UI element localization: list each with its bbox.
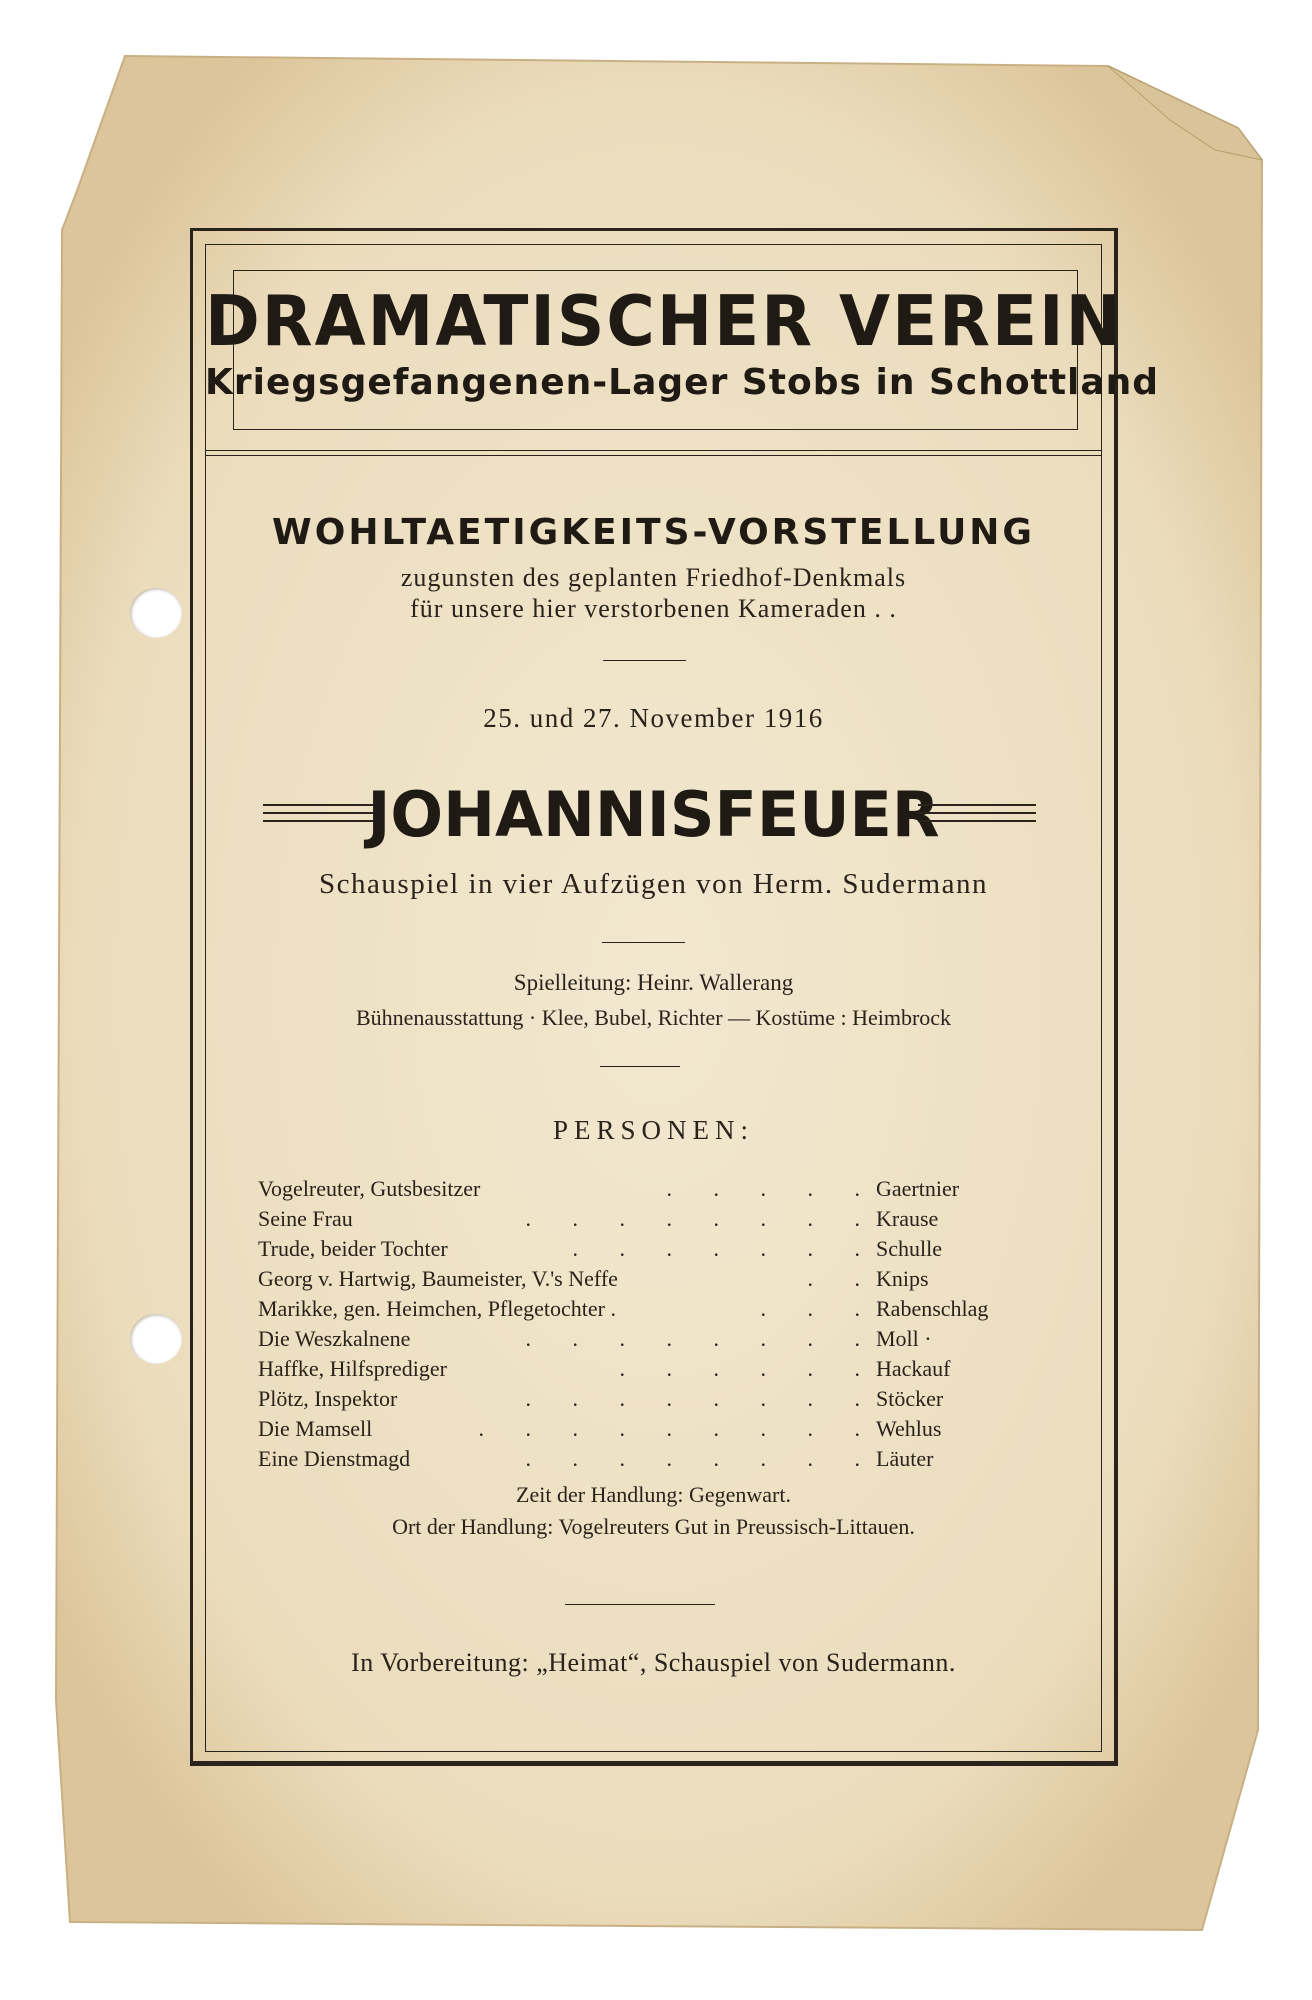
cast-actor: Krause — [876, 1206, 939, 1231]
cast-role: Marikke, gen. Heimchen, Pflegetochter . — [258, 1296, 616, 1321]
cast-row — [258, 1296, 1018, 1326]
cast-row — [258, 1266, 1018, 1296]
cast-row — [258, 1416, 1018, 1446]
cast-leader-dots: . . . . . . . — [572, 1236, 878, 1261]
cast-actor: Schulle — [876, 1236, 942, 1261]
cast-role: Trude, beider Tochter — [258, 1236, 448, 1261]
cast-leader-dots: . . . . . . . . . — [478, 1416, 878, 1441]
cast-actor: Gaertnier — [876, 1176, 960, 1201]
cast-leader-dots: . . . — [760, 1296, 878, 1321]
punch-hole-bottom — [130, 1314, 182, 1364]
cast-leader-dots: . . . . . . . . — [525, 1206, 878, 1231]
cast-role: Haffke, Hilfsprediger — [258, 1356, 447, 1381]
cast-actor: Hackauf — [876, 1356, 951, 1381]
event-title: WOHLTAETIGKEITS-VORSTELLUNG — [272, 512, 1035, 553]
cast-leader-dots: . . . . . . . . — [525, 1386, 878, 1411]
setting-place: Ort der Handlung: Vogelreuters Gut in Preussisch-Littauen. — [392, 1514, 915, 1539]
cast-actor: Moll · — [876, 1326, 932, 1351]
cast-leader-dots: . . . . . . . . — [525, 1326, 878, 1351]
cast-row — [258, 1356, 1018, 1386]
cast-list — [258, 1176, 1018, 1476]
double-rule-right — [918, 804, 1036, 824]
purpose-line-1: zugunsten des geplanten Friedhof-Denkmals — [400, 563, 907, 592]
play-title: JOHANNISFEUER — [367, 778, 940, 851]
cast-row — [258, 1326, 1018, 1356]
stage-costume-credit: Bühnenausstattung · Klee, Bubel, Richter — Kostüme : Heimbrock — [355, 1005, 952, 1030]
cast-row — [258, 1236, 1018, 1266]
cast-actor: Stöcker — [876, 1386, 944, 1411]
cast-role: Vogelreuter, Gutsbesitzer — [258, 1176, 481, 1201]
club-name: DRAMATISCHER VEREIN — [205, 281, 1123, 362]
upcoming-production: In Vorbereitung: „Heimat“, Schauspiel von Sudermann. — [351, 1648, 956, 1677]
punch-hole-top — [130, 588, 182, 638]
cast-role: Seine Frau — [258, 1206, 353, 1231]
performance-dates: 25. und 27. November 1916 — [483, 703, 824, 733]
divider-1 — [603, 660, 686, 661]
divider-3 — [600, 1066, 680, 1067]
setting-time: Zeit der Handlung: Gegenwart. — [516, 1482, 791, 1507]
cast-actor: Rabenschlag — [876, 1296, 989, 1321]
divider-2 — [602, 942, 685, 943]
cast-row — [258, 1176, 1018, 1206]
cast-leader-dots: . . — [807, 1266, 878, 1291]
cast-actor: Läuter — [876, 1446, 934, 1471]
camp-name: Kriegsgefangenen-Lager Stobs in Schottland — [205, 362, 1160, 403]
purpose-line-2: für unsere hier verstorbenen Kameraden . . — [410, 594, 897, 623]
cast-role: Die Weszkalnene — [258, 1326, 411, 1351]
cast-heading: PERSONEN: — [552, 1115, 755, 1145]
cast-leader-dots: . . . . . . . . — [525, 1446, 878, 1471]
cast-role: Die Mamsell — [258, 1416, 373, 1441]
cast-role: Eine Dienstmagd — [258, 1446, 411, 1471]
cast-row — [258, 1446, 1018, 1476]
direction-credit: Spielleitung: Heinr. Wallerang — [513, 970, 794, 995]
cast-role: Plötz, Inspektor — [258, 1386, 398, 1411]
cast-leader-dots: . . . . . — [666, 1176, 878, 1201]
cast-actor: Knips — [876, 1266, 929, 1291]
cast-row — [258, 1206, 1018, 1236]
cast-role: Georg v. Hartwig, Baumeister, V.'s Neffe — [258, 1266, 618, 1291]
cast-actor: Wehlus — [876, 1416, 942, 1441]
cast-leader-dots: . . . . . . — [619, 1356, 878, 1381]
header-divider — [205, 450, 1102, 456]
cast-row — [258, 1386, 1018, 1416]
divider-4 — [565, 1604, 715, 1605]
play-subtitle: Schauspiel in vier Aufzügen von Herm. Sudermann — [319, 868, 988, 900]
